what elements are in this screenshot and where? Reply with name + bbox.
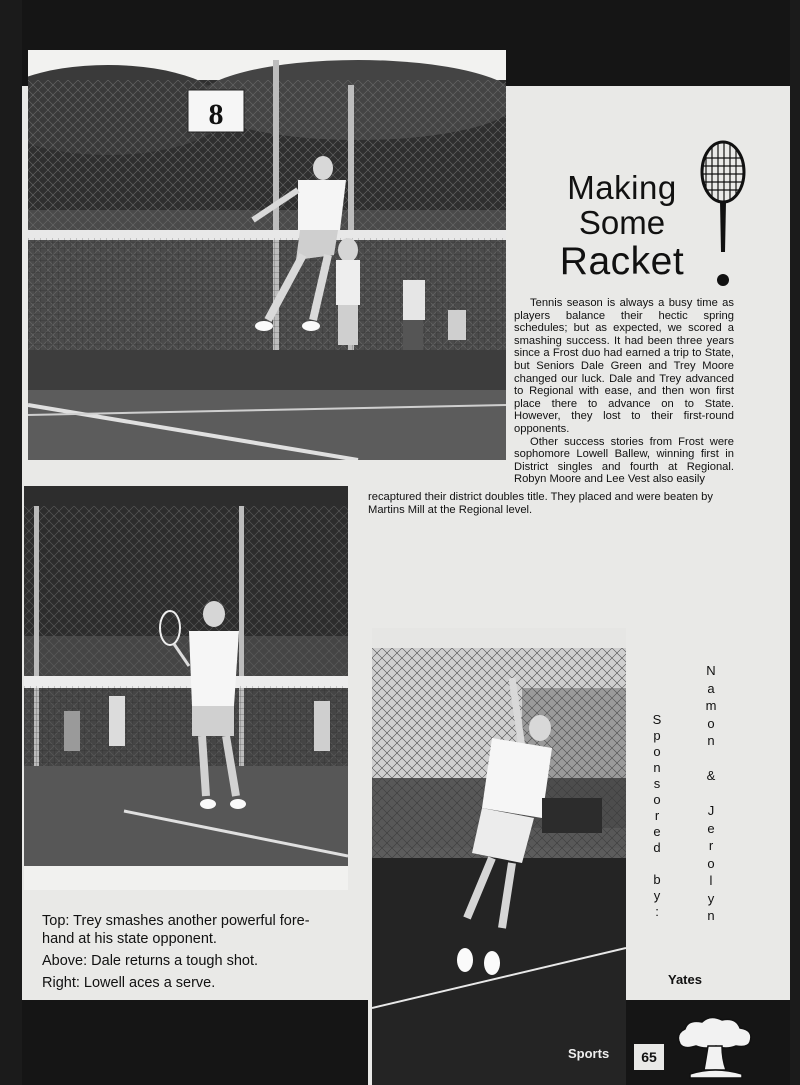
middle-tennis-photo bbox=[24, 486, 348, 890]
heading-line-3: Racket bbox=[559, 240, 685, 283]
heading-line-2: Some bbox=[578, 204, 666, 241]
sponsor-names-vertical: N a m o n & J e r o l y n bbox=[705, 663, 717, 923]
caption-top-cont: hand at his state opponent. bbox=[42, 931, 217, 947]
section-label: Sports bbox=[568, 1046, 610, 1061]
article-heading bbox=[522, 170, 722, 284]
article-paragraph-2a: Other success stories from Frost were sophomore Lowell Ballew, winning first in District singles and fourth at Regional. Robyn Moore and Lee Vest also easily bbox=[514, 435, 734, 486]
mushroom-cloud-icon bbox=[670, 1014, 760, 1080]
top-tennis-photo bbox=[28, 50, 506, 460]
right-serve-photo bbox=[372, 628, 626, 1085]
caption-top: Top: Trey smashes another powerful fore- bbox=[42, 913, 310, 929]
photo-captions bbox=[42, 910, 372, 994]
article-body-right bbox=[514, 297, 734, 486]
article-paragraph-2b: recaptured their district doubles title. They placed and were beaten by Martins Mill at the Regional level. bbox=[368, 491, 713, 516]
top-right-black-band bbox=[508, 40, 790, 86]
article-body-wide bbox=[368, 491, 734, 516]
yearbook-page bbox=[22, 0, 790, 1085]
caption-above: Above: Dale returns a tough shot. bbox=[42, 953, 259, 969]
article-paragraph-1: Tennis season is always a busy time as players balance their hectic spring schedules; but as expected, we scored a smashing success. It had been three years since a Frost duo had earned a trip to State, but Seniors Dale Green and Trey Moore changed our luck. Dale and Trey advanced to Regional with ease, and then won first place there to advance on to State. However, they lost to their first-round opponents. bbox=[514, 297, 734, 435]
page-number: 65 bbox=[634, 1044, 664, 1070]
racket-icon bbox=[698, 140, 748, 290]
court-number-sign: 8 bbox=[208, 98, 224, 131]
caption-right: Right: Lowell aces a serve. bbox=[42, 975, 216, 991]
heading-line-1: Making bbox=[567, 169, 677, 206]
sponsor-vertical-label: S p o n s o r e d b y : bbox=[652, 712, 662, 919]
bottom-black-band bbox=[22, 1000, 368, 1085]
sponsor-surname: Yates bbox=[668, 972, 702, 987]
